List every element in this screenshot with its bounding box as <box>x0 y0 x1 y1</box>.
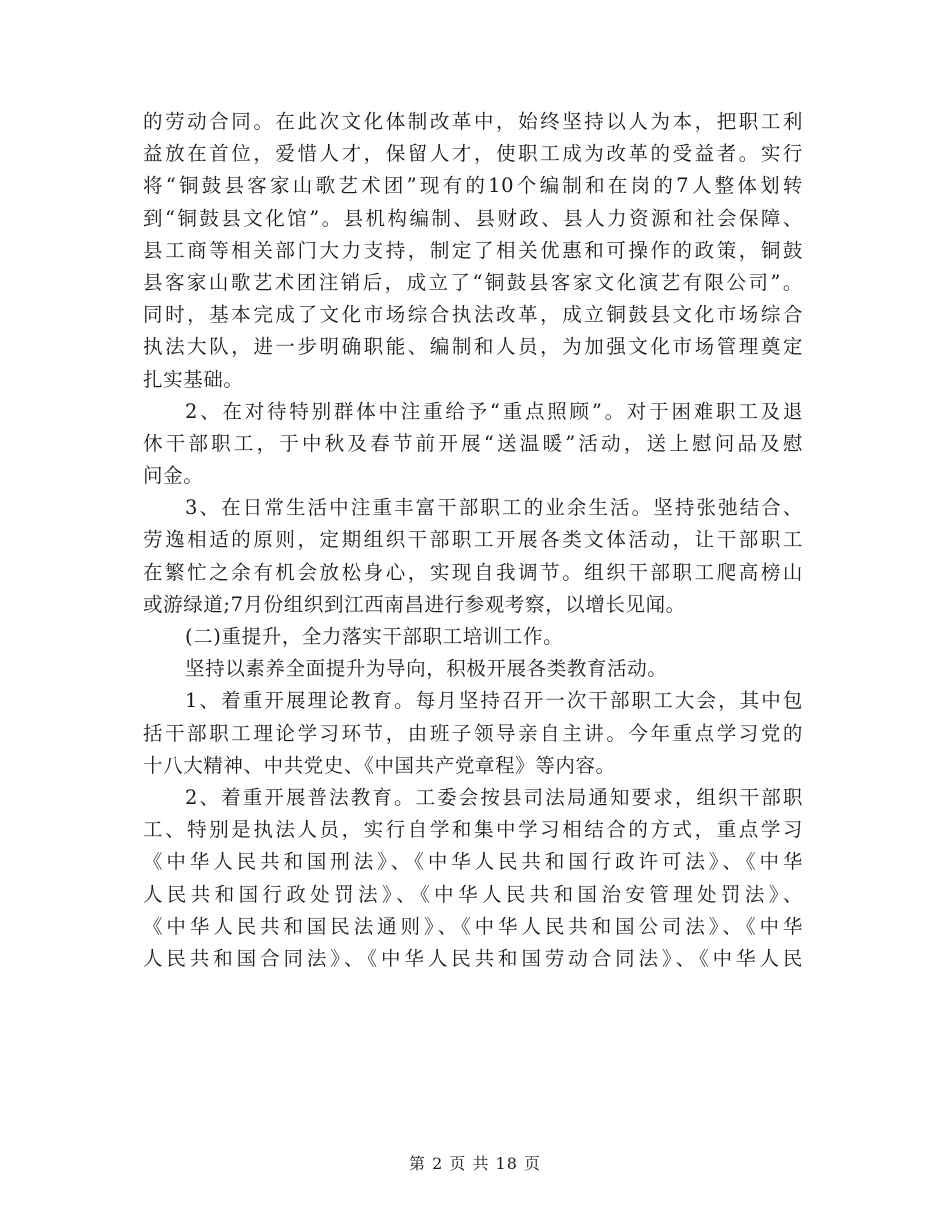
paragraph-start-line: 2、在对待特别群体中注重给予“重点照顾”。对于困难职工及退 <box>185 399 803 423</box>
text-line: 休干部职工，于中秋及春节前开展“送温暖”活动，送上慰问品及慰 <box>143 431 803 455</box>
paragraph-start-line: 坚持以素养全面提升为导向，积极开展各类教育活动。 <box>185 657 668 681</box>
text-line: 扎实基础。 <box>143 367 244 391</box>
paragraph-start-line: 3、在日常生活中注重丰富干部职工的业余生活。坚持张弛结合、 <box>185 496 803 520</box>
text-line: 《中华人民共和国刑法》、《中华人民共和国行政许可法》、《中华 <box>143 850 803 874</box>
text-line: 益放在首位，爱惜人才，保留人才，使职工成为改革的受益者。实行 <box>143 142 803 166</box>
text-line: 同时，基本完成了文化市场综合执法改革，成立铜鼓县文化市场综合 <box>143 303 803 327</box>
text-line: 或游绿道;7月份组织到江西南昌进行参观考察，以增长见闻。 <box>143 592 686 616</box>
text-line: 在繁忙之余有机会放松身心，实现自我调节。组织干部职工爬高榜山 <box>143 560 803 584</box>
page-number-footer: 第 2 页 共 18 页 <box>409 1154 541 1173</box>
document-body <box>143 106 803 975</box>
paragraph-start-line: 2、着重开展普法教育。工委会按县司法局通知要求，组织干部职 <box>185 785 803 809</box>
section-heading: (二)重提升，全力落实干部职工培训工作。 <box>185 625 564 648</box>
text-line: 县工商等相关部门大力支持，制定了相关优惠和可操作的政策，铜鼓 <box>143 238 803 262</box>
text-line: 到“铜鼓县文化馆”。县机构编制、县财政、县人力资源和社会保障、 <box>143 206 803 230</box>
text-line: 问金。 <box>143 464 204 488</box>
text-line: 十八大精神、中共党史、《中国共产党章程》等内容。 <box>143 753 616 777</box>
text-line: 工、特别是执法人员，实行自学和集中学习相结合的方式，重点学习 <box>143 818 803 842</box>
text-line: 人民共和国行政处罚法》、《中华人民共和国治安管理处罚法》、 <box>143 882 803 906</box>
text-line: 县客家山歌艺术团注销后，成立了“铜鼓县客家文化演艺有限公司”。 <box>143 270 803 294</box>
text-line: 《中华人民共和国民法通则》、《中华人民共和国公司法》、《中华 <box>143 914 803 938</box>
text-line: 执法大队，进一步明确职能、编制和人员，为加强文化市场管理奠定 <box>143 335 803 359</box>
text-line: 括干部职工理论学习环节，由班子领导亲自主讲。今年重点学习党的 <box>143 721 803 745</box>
text-line: 劳逸相适的原则，定期组织干部职工开展各类文体活动，让干部职工 <box>143 528 803 552</box>
text-line: 将“铜鼓县客家山歌艺术团”现有的10个编制和在岗的7人整体划转 <box>143 174 803 198</box>
paragraph-start-line: 1、着重开展理论教育。每月坚持召开一次干部职工大会，其中包 <box>185 689 803 713</box>
text-line: 的劳动合同。在此次文化体制改革中，始终坚持以人为本，把职工利 <box>143 110 803 133</box>
text-line: 人民共和国合同法》、《中华人民共和国劳动合同法》、《中华人民 <box>143 946 803 970</box>
